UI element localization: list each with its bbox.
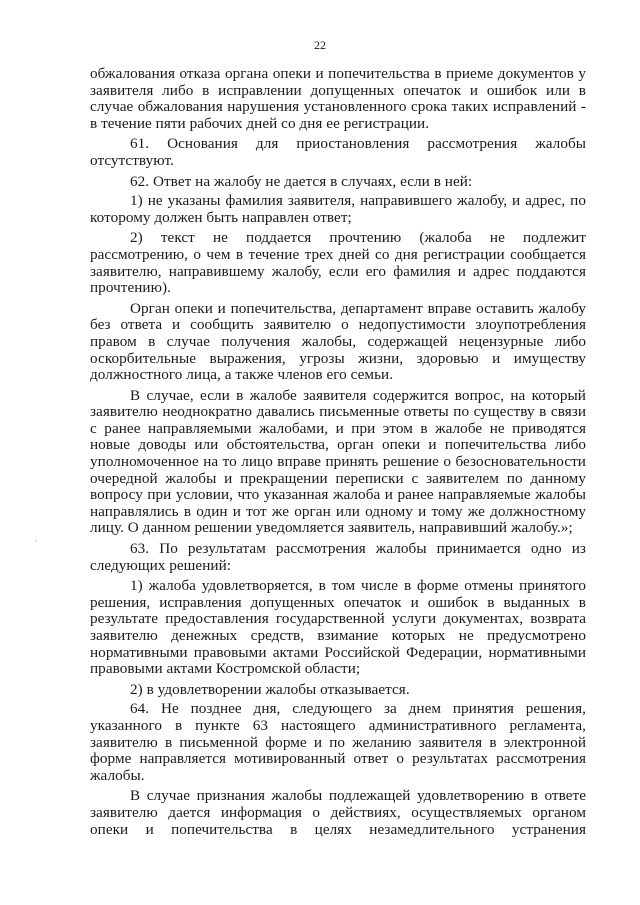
paragraph-63: 63. По результатам рассмотрения жалобы принимается одно из следующих решений:	[90, 540, 586, 574]
paragraph-abusive-complaint: Орган опеки и попечительства, департамент вправе оставить жалобу без ответа и сообщить заявителю о недопустимости злоупотребления правом в случае получения жалобы, содержащей нецензурные либо оскорбительные выражения, угрозы жизни, здоровью и имуществу должностного лица, а также членов его семьи.	[90, 299, 586, 384]
paragraph-continuation: обжалования отказа органа опеки и попечительства в приеме документов у заявителя либо в исправлении допущенных опечаток и ошибок или в случае обжалования нарушения установленного срока таких исправлений - в течение пяти рабочих дней со дня ее регистрации.	[90, 65, 586, 132]
margin-mark	[36, 540, 37, 542]
paragraph-61: 61. Основания для приостановления рассмотрения жалобы отсутствуют.	[90, 135, 586, 169]
paragraph-64: 64. Не позднее дня, следующего за днем принятия решения, указанного в пункте 63 настоящего административного регламента, заявителю в письменной форме и по желанию заявителя в электронной форме направляется мотивированный ответ о результатах рассмотрения жалобы.	[90, 700, 586, 784]
page-number: 22	[314, 38, 326, 52]
paragraph-62: 62. Ответ на жалобу не дается в случаях, если в ней:	[130, 172, 473, 190]
paragraph-63-item-2: 2) в удовлетворении жалобы отказывается.	[130, 680, 410, 698]
paragraph-63-item-1: 1) жалоба удовлетворяется, в том числе в форме отмены принятого решения, исправления допущенных опечаток и ошибок в выданных в результате предоставления государственной услуги документах, возврата заявителю денежных средств, взимание которых не предусмотрено нормативными правовыми актами Российской Федерации, нормативными правовыми актами Костромской области;	[90, 577, 586, 678]
paragraph-satisfied-complaint: В случае признания жалобы подлежащей удовлетворению в ответе заявителю дается информация о действиях, осуществляемых органом опеки и попечительства в целях незамедлительного устранения	[90, 787, 586, 838]
document-body	[90, 66, 586, 838]
paragraph-repeated-complaint: В случае, если в жалобе заявителя содержится вопрос, на который заявителю неоднократно давались письменные ответы по существу в связи с ранее направляемыми жалобами, и при этом в жалобе не приводятся новые доводы или обстоятельства, орган опеки и попечительства либо уполномоченное на то лицо вправе принять решение о безосновательности очередной жалобы и прекращении переписки с заявителем по данному вопросу при условии, что указанная жалоба и ранее направляемые жалобы направлялись в один и тот же орган или одному и тому же должностному лицу. О данном решении уведомляется заявитель, направивший жалобу.»;	[90, 386, 586, 537]
paragraph-62-item-2: 2) текст не поддается прочтению (жалоба не подлежит рассмотрению, о чем в течение трех дней со дня регистрации сообщается заявителю, направившему жалобу, если его фамилия и адрес поддаются прочтению).	[90, 229, 586, 297]
paragraph-62-item-1: 1) не указаны фамилия заявителя, направившего жалобу, и адрес, по которому должен быть направлен ответ;	[90, 192, 586, 226]
